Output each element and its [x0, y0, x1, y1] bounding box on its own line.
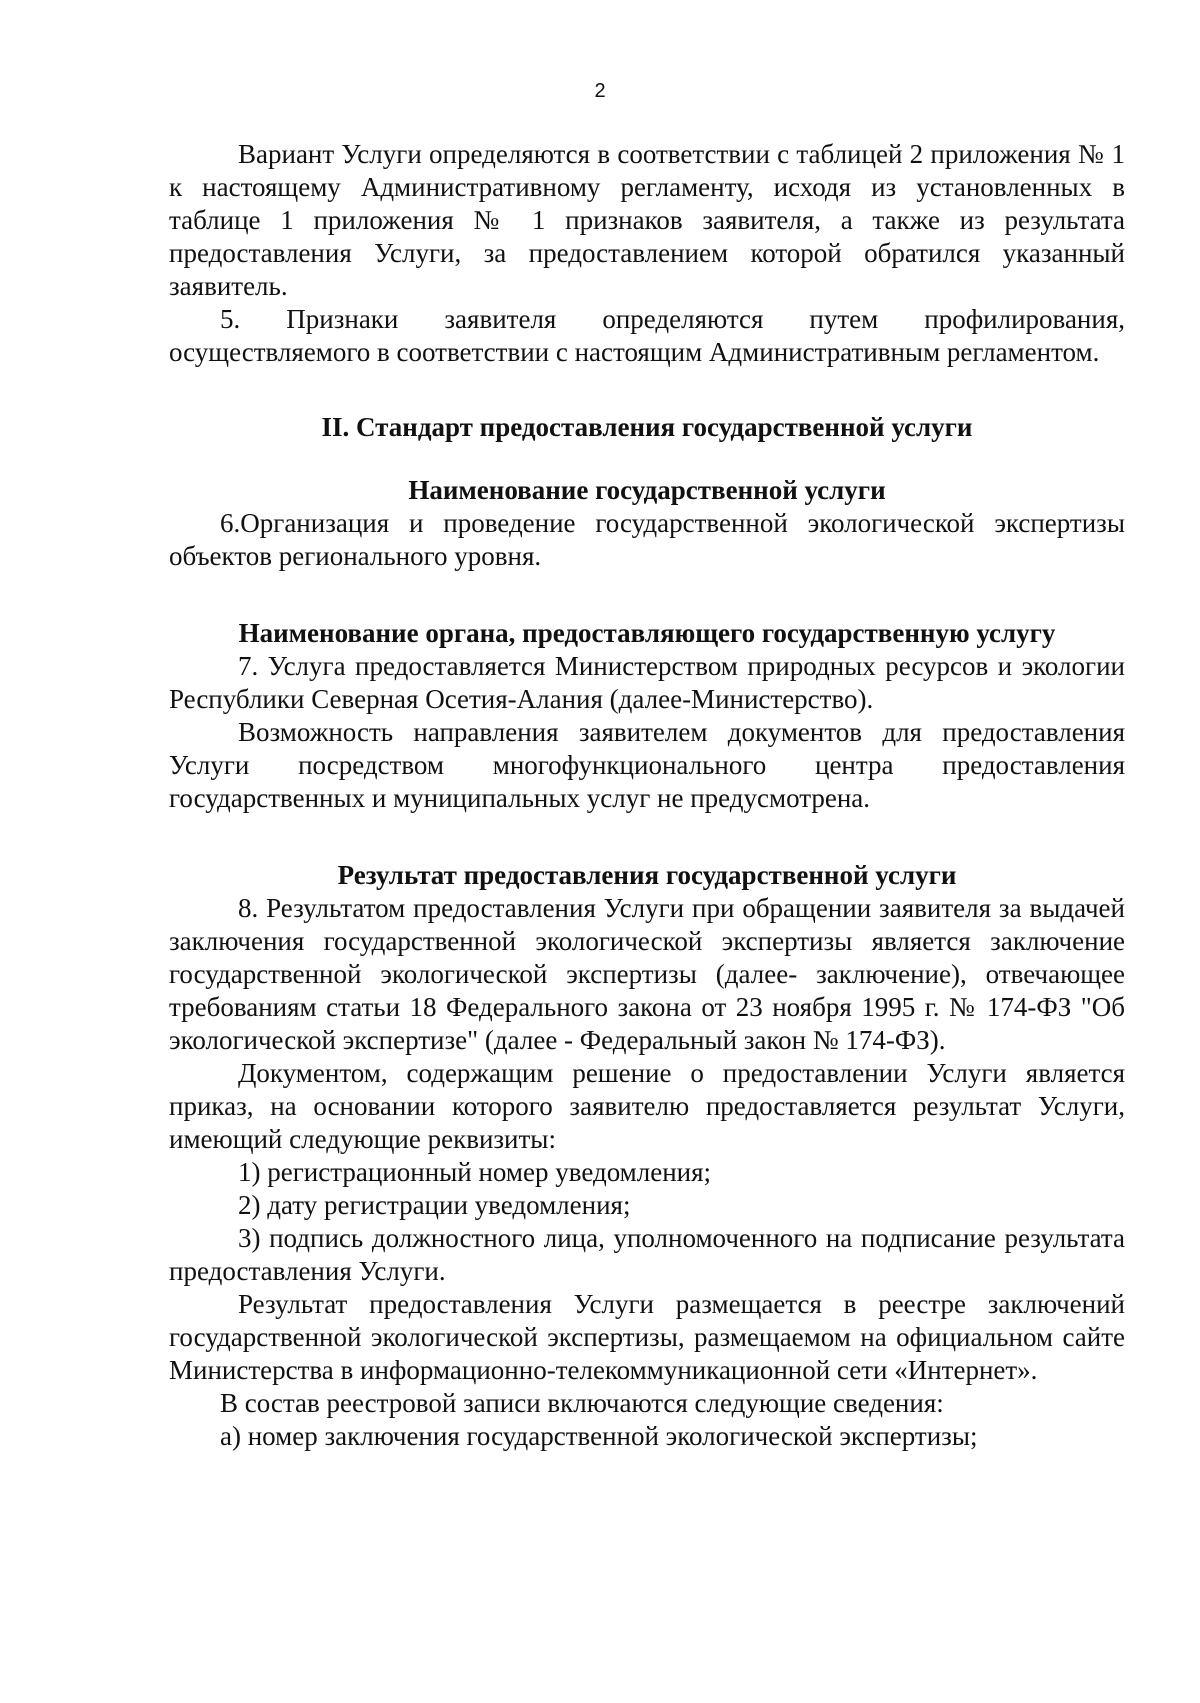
- heading-authority: Наименование органа, предоставляющего государственную услугу: [238, 618, 1056, 648]
- paragraph-decision-document: Документом, содержащим решение о предоставлении Услуги является приказ, на основании которого заявителю предоставляется результат Услуги, имеющий следующие реквизиты:: [169, 1058, 1125, 1154]
- document-body: [169, 138, 1125, 1453]
- paragraph-5: 5. Признаки заявителя определяются путем профилирования, осуществляемого в соответствии с настоящим Административным регламентом.: [169, 304, 1125, 367]
- paragraph-mfc: Возможность направления заявителем документов для предоставления Услуги посредством многофункционального центра предоставления государственных и муниципальных услуг не предусмотрена.: [169, 717, 1125, 813]
- paragraph-item-a: а) номер заключения государственной экологической экспертизы;: [220, 1421, 978, 1451]
- paragraph-registry: Результат предоставления Услуги размещается в реестре заключений государственной экологической экспертизы, размещаемом на официальном сайте Министерства в информационно-телекоммуникационной сети «Интернет».: [169, 1289, 1125, 1385]
- section-title: II. Стандарт предоставления государственной услуги: [321, 412, 973, 442]
- paragraph-6: 6.Организация и проведение государственной экологической экспертизы объектов регионального уровня.: [169, 508, 1125, 571]
- paragraph-registry-contents: В состав реестровой записи включаются следующие сведения:: [220, 1388, 944, 1418]
- list-item: 3) подпись должностного лица, уполномоченного на подписание результата предоставления Услуги.: [169, 1223, 1125, 1286]
- paragraph-variant: Вариант Услуги определяются в соответствии с таблицей 2 приложения № 1 к настоящему Административному регламенту, исходя из установленных в таблице 1 приложения № 1 признаков заявителя, а также из результата предоставления Услуги, за предоставлением которой обратился указанный заявитель.: [169, 139, 1125, 301]
- paragraph-8: 8. Результатом предоставления Услуги при обращении заявителя за выдачей заключения государственной экологической экспертизы является заключение государственной экологической экспертизы (далее- заключение), отвечающее требованиям статьи 18 Федерального закона от 23 ноября 1995 г. № 174-ФЗ "Об экологической экспертизе" (далее - Федеральный закон № 174-ФЗ).: [169, 893, 1125, 1055]
- list-item: 1) регистрационный номер уведомления;: [238, 1157, 712, 1187]
- paragraph-7: 7. Услуга предоставляется Министерством природных ресурсов и экологии Республики Северная Осетия-Алания (далее-Министерство).: [169, 651, 1125, 714]
- list-item: 2) дату регистрации уведомления;: [238, 1190, 631, 1220]
- heading-result: Результат предоставления государственной услуги: [337, 860, 957, 890]
- page-number: 2: [594, 80, 606, 102]
- heading-service-name: Наименование государственной услуги: [408, 475, 886, 505]
